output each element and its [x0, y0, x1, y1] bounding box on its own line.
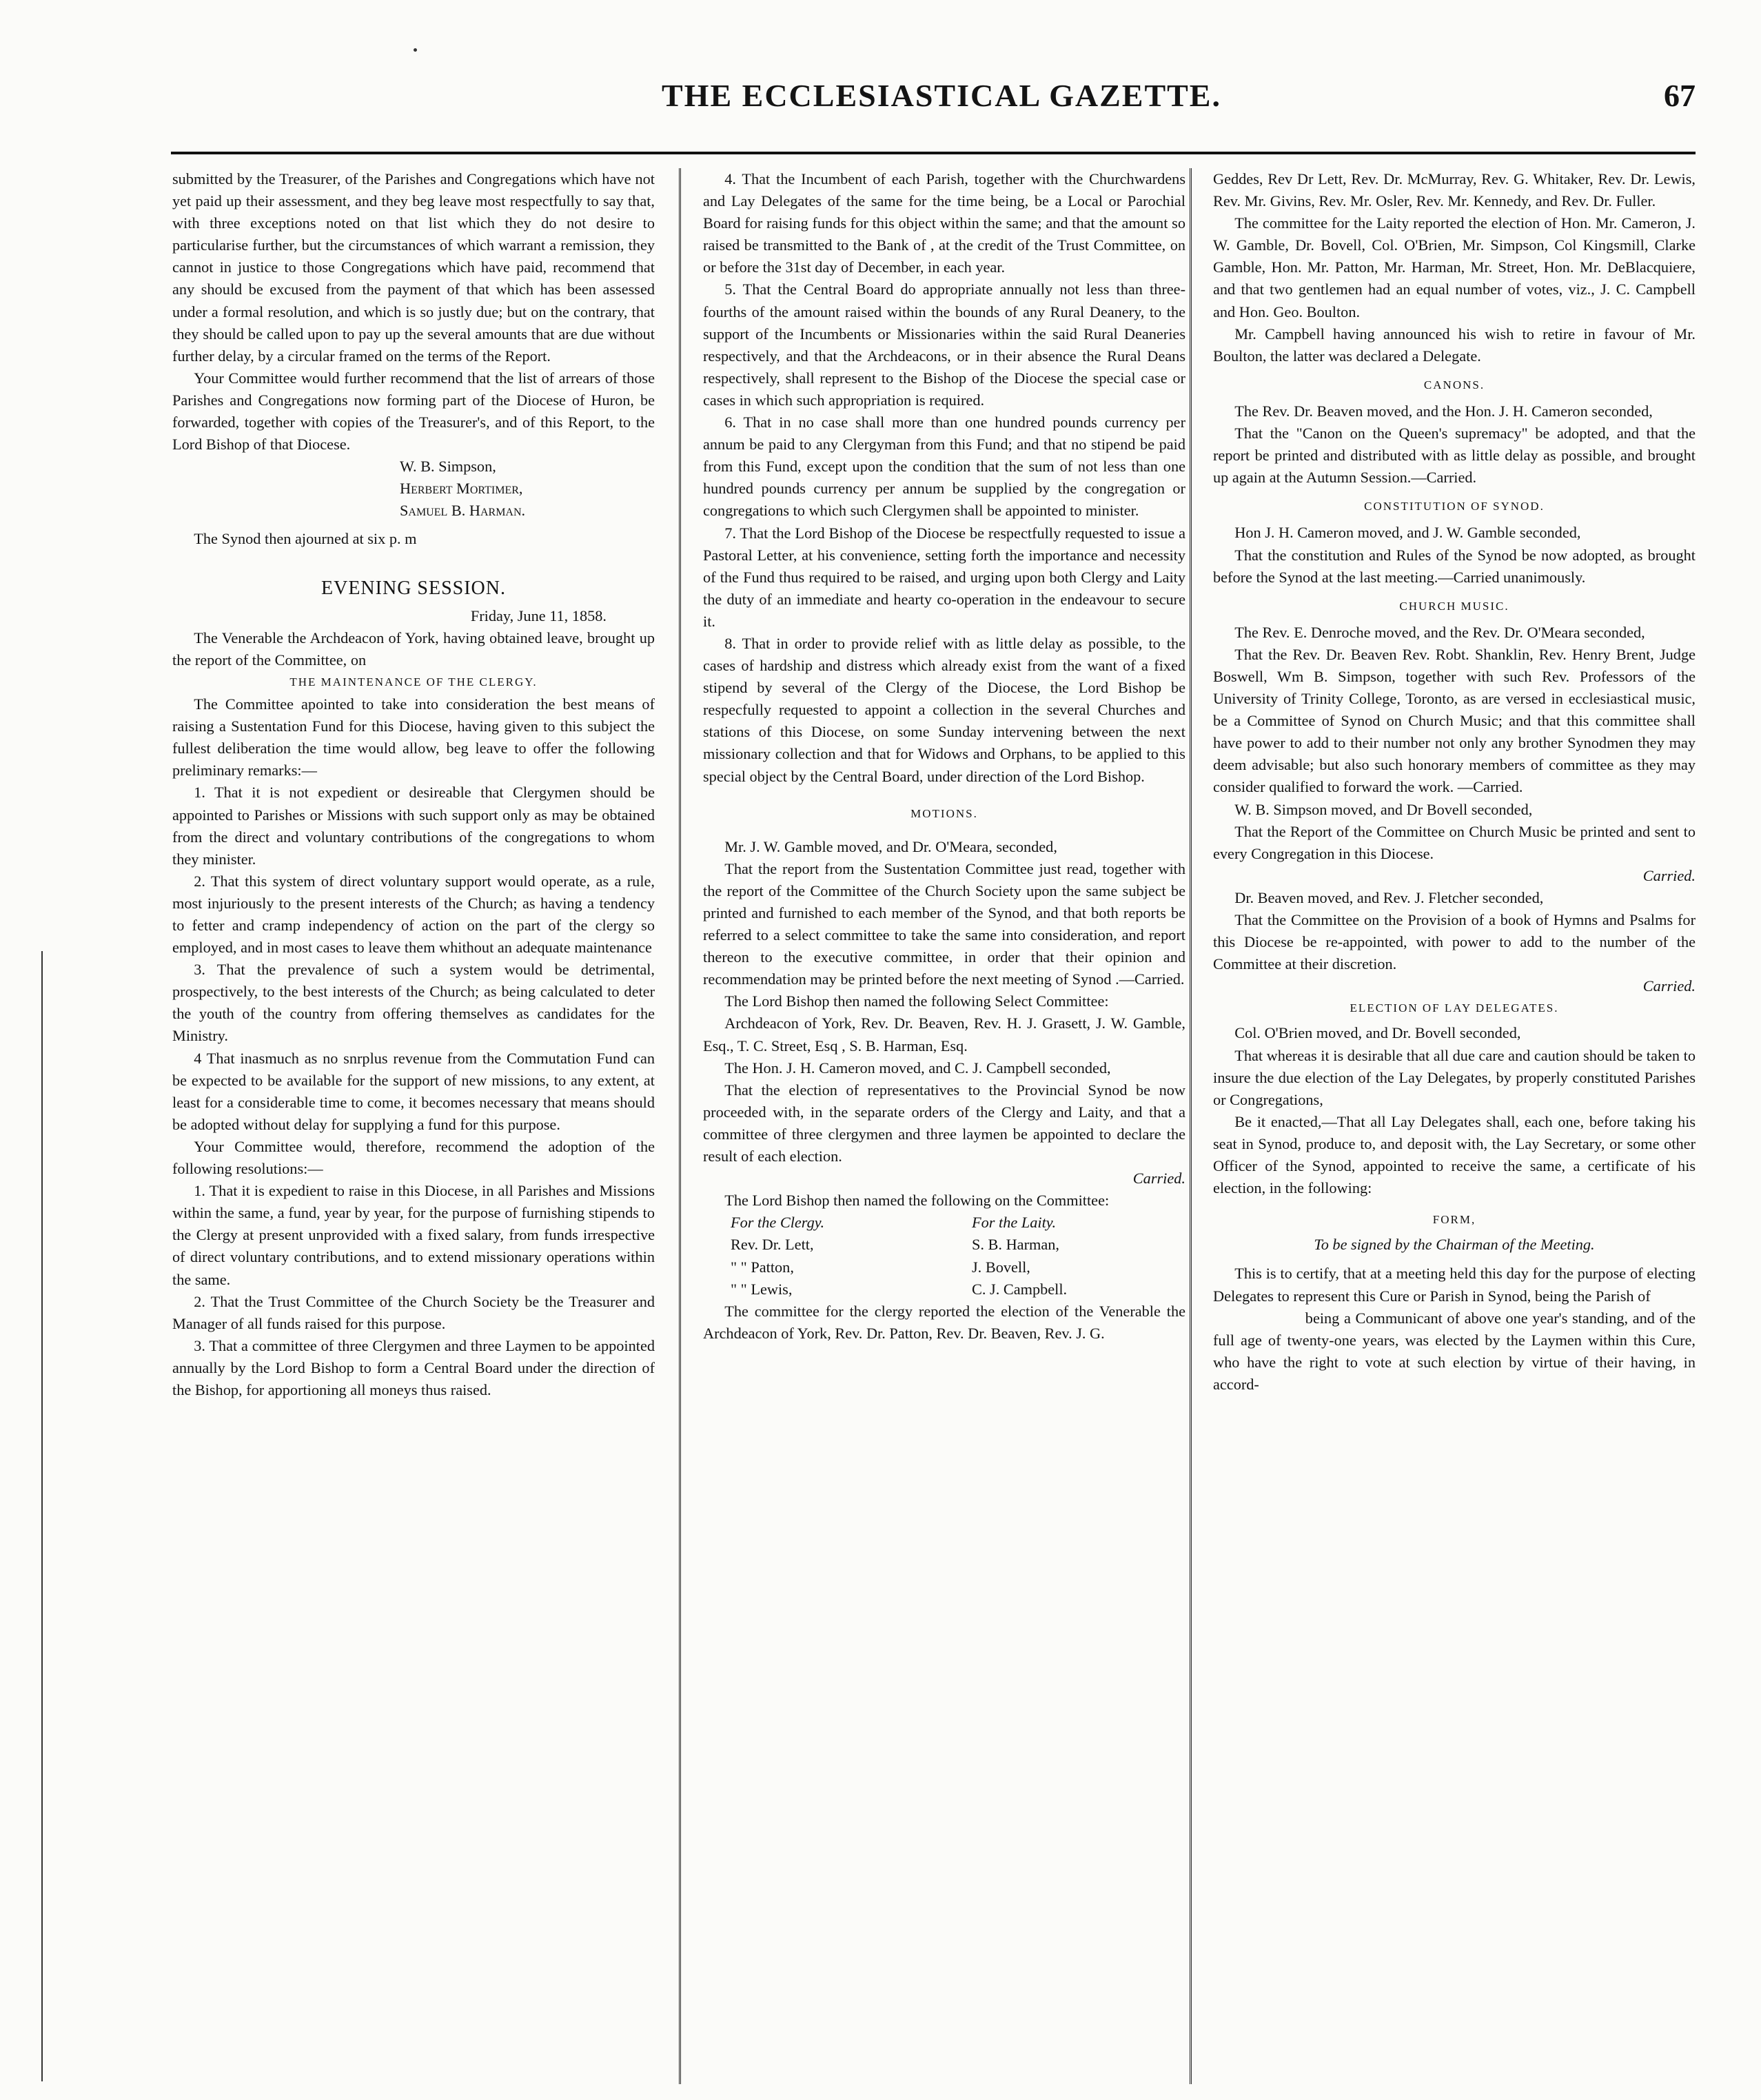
section-heading: ELECTION OF LAY DELEGATES. [1350, 1001, 1559, 1015]
signature: Samuel B. Harman. [400, 502, 526, 520]
paragraph: Mr. Campbell having announced his wish to retire in favour of Mr. Boulton, the latter was declared a Delegate. [1213, 325, 1696, 365]
paragraph: The Lord Bishop then named the following on the Committee: [724, 1192, 1110, 1210]
paragraph: This is to certify, that at a meeting held this day for the purpose of electing Delegates to represent this Cure or Parish in Synod, being the Parish of [1213, 1265, 1696, 1305]
ink-speck [414, 48, 417, 52]
column-2 [703, 168, 1185, 2084]
paragraph: 6. That in no case shall more than one hundred pounds currency per annum be paid to any Clergyman from this Fund; and that no stipend be paid from this Fund, except upon the condition that the sum of not less than one hundred pounds currency per annum be supplied by the congregation or congregations to which such Clergymen shall be appointed to minister. [703, 414, 1185, 520]
paragraph: 7. That the Lord Bishop of the Diocese be respectfully requested to issue a Pastoral Letter, at his convenience, setting forth the importance and necessity of the Fund thus required to be raised, and urging upon both Clergy and Laity the duty of an immediate and hearty co-operation in the endeavour to secure it. [703, 524, 1185, 630]
list-item: S. B. Harman, [972, 1236, 1059, 1254]
carried-note: Carried. [1642, 866, 1696, 884]
paragraph: 3. That a committee of three Clergymen and three Laymen to be appointed annually by the Lord Bishop to form a Central Board under the direction of the Bishop, for apportioning all moneys thus raised. [172, 1336, 655, 1398]
paragraph: Dr. Beaven moved, and Rev. J. Fletcher seconded, [1234, 888, 1544, 906]
column-3 [1213, 168, 1696, 2084]
list-item: J. Bovell, [972, 1258, 1030, 1276]
page-edge-mark [41, 951, 43, 2081]
column-1 [172, 168, 655, 2084]
paragraph: Col. O'Brien moved, and Dr. Bovell seconded, [1234, 1024, 1521, 1042]
paragraph: 8. That in order to provide relief with as little delay as possible, to the cases of hardship and distress which already exist from the want of a fixed stipend by several of the Clergy of the Diocese, the Lord Bishop be respecfully requested to appoint a collection in the several Churches and stations of this Diocese, on some Sunday intervening between the next missionary collection and that for Widows and Orphans, to be applied to this special object by the Central Board, under direction of the Lord Bishop. [703, 634, 1185, 785]
paragraph: That the Report of the Committee on Church Music be printed and sent to every Congregation in this Diocese. [1213, 822, 1696, 862]
paragraph: The Committee apointed to take into consideration the best means of raising a Sustentation Fund for this Diocese, having given to this subject the fullest deliberation the time would allow, beg leave to offer the following preliminary remarks:— [172, 695, 655, 779]
list-item: " " Lewis, [731, 1280, 793, 1298]
form-heading: FORM, [1432, 1213, 1476, 1227]
laity-column [944, 1212, 1185, 1300]
paragraph: Your Committee would further recommend that the list of arrears of those Parishes and Congregations now forming part of the Diocese of Huron, be forwarded, together with copies of the Treasurer's, and of this Report, to the Lord Bishop of that Diocese. [172, 369, 655, 453]
section-heading: CHURCH MUSIC. [1399, 599, 1509, 613]
paragraph: 4. That the Incumbent of each Parish, together with the Churchwardens and Lay Delegates of the same for the time being, be a Local or Parochial Board for raising funds for this object within the same; and that the amount so raised be transmitted to the Bank of , at the credit of the Trust Committee, on or before the 31st day of December, in each year. [703, 170, 1185, 276]
paragraph: That the "Canon on the Queen's supremacy" be adopted, and that the report be printed and distributed with as little delay as possible, and brought up again at the Autumn Session.—Carried. [1213, 425, 1696, 487]
paragraph: 1. That it is expedient to raise in this Diocese, in all Parishes and Missions within the same, a fund, year by year, for the purpose of furnishing stipends to the Clergy at present unprovided with a fixed salary, from funds irrespective of direct voluntary contributions, and to extend missionary operations within the same. [172, 1182, 655, 1288]
paragraph: 3. That the prevalence of such a system would be detrimental, prospectively, to the best interests of the Church; as being calculated to deter the youth of the country from offering themselves as candidates for the Ministry. [172, 961, 655, 1045]
paragraph: 2. That the Trust Committee of the Church Society be the Treasurer and Manager of all funds raised for this purpose. [172, 1292, 655, 1332]
paragraph: Your Committee would, therefore, recommend the adoption of the following resolutions:— [172, 1137, 655, 1178]
column-heading: For the Clergy. [731, 1214, 825, 1232]
paragraph: 1. That it is not expedient or desireable that Clergymen should be appointed to Parishes or Missions with such support only as may be obtained from the direct and voluntary contributions of the congregations to whom they minister. [172, 784, 655, 868]
paragraph: That the Rev. Dr. Beaven Rev. Robt. Shanklin, Rev. Henry Brent, Judge Boswell, Wm B. Simpson, together with such Rev. Professors of the University of Trinity College, Toronto, as are versed in ecclesiastical music, be a Committee of Synod on Church Music; and that this committee shall have power to add to their number not only any brother Synodmen they may deem advisable; but also such honorary members of committee as they may consider qualified to forward the work. —Carried. [1213, 645, 1696, 796]
section-heading: MOTIONS. [910, 806, 978, 820]
paragraph: Be it enacted,—That all Lay Delegates shall, each one, before taking his seat in Synod, produce to, and deposit with, the Lay Secretary, or some other Officer of the Synod, appointed to receive the same, a certificate of his election, in the following: [1213, 1112, 1696, 1197]
paragraph: That the Committee on the Provision of a book of Hymns and Psalms for this Diocese be re-appointed, with power to add to the number of the Committee at their discretion. [1213, 911, 1696, 973]
paragraph: W. B. Simpson moved, and Dr Bovell seconded, [1234, 800, 1533, 818]
clergy-column [703, 1212, 944, 1300]
column-rule-2 [1190, 168, 1192, 2084]
dateline: Friday, June 11, 1858. [470, 606, 607, 624]
paragraph: submitted by the Treasurer, of the Parishes and Congregations which have not yet paid up their assessment, and they beg leave most respectfully to say that, with three exceptions noted on that list which they do not desire to particularise further, but the circumstances of which warrant a remission, they cannot in justice to those Congregations which have paid, recommend that any should be excused from the payment of that which has been assessed under a formal resolution, and which is so justly due; but on the contrary, that they should be called upon to pay up the several amounts that are due without further delay, by a circular framed on the terms of the Report. [172, 170, 655, 365]
paragraph: That whereas it is desirable that all due care and caution should be taken to insure the due election of the Lay Delegates, by properly constituted Parishes or Congregations, [1213, 1046, 1696, 1108]
paragraph: The Rev. E. Denroche moved, and the Rev. Dr. O'Meara seconded, [1234, 623, 1645, 641]
paragraph: The Rev. Dr. Beaven moved, and the Hon. J. H. Cameron seconded, [1234, 402, 1653, 420]
paragraph: The Hon. J. H. Cameron moved, and C. J. Campbell seconded, [724, 1059, 1111, 1077]
list-item: C. J. Campbell. [972, 1280, 1068, 1298]
paragraph: Archdeacon of York, Rev. Dr. Beaven, Rev. H. J. Grasett, J. W. Gamble, Esq., T. C. Street, Esq , S. B. Harman, Esq. [703, 1015, 1185, 1054]
paragraph: Mr. J. W. Gamble moved, and Dr. O'Meara, seconded, [724, 837, 1057, 855]
paragraph: The committee for the Laity reported the election of Hon. Mr. Cameron, J. W. Gamble, Dr. Bovell, Col. O'Brien, Mr. Simpson, Col Kingsmill, Clarke Gamble, Hon. Mr. Patton, Mr. Harman, Mr. Street, Hon. Mr. DeBlacquiere, and that two gentlemen had an equal number of votes, viz., J. C. Campbell and Hon. Geo. Boulton. [1213, 214, 1696, 320]
paragraph: Geddes, Rev Dr Lett, Rev. Dr. McMurray, Rev. G. Whitaker, Rev. Dr. Lewis, Rev. Mr. Givins, Rev. Mr. Osler, Rev. Mr. Kennedy, and Rev. Dr. Fuller. [1213, 170, 1696, 210]
subsection-heading: THE MAINTENANCE OF THE CLERGY. [289, 675, 538, 689]
carried-note: Carried. [1642, 977, 1696, 995]
paragraph: The Synod then ajourned at six p. m [194, 529, 417, 547]
header-rule [171, 152, 1696, 154]
section-heading: EVENING SESSION. [321, 577, 506, 599]
page-number: 67 [1664, 78, 1696, 113]
list-item: Rev. Dr. Lett, [731, 1236, 814, 1254]
paragraph: The Venerable the Archdeacon of York, having obtained leave, brought up the report of the Committee, on [172, 629, 655, 669]
paragraph: 5. That the Central Board do appropriate annually not less than three-fourths of the amount raised within the bounds of any Rural Deanery, to the support of the Incumbents or Missionaries within the said Rural Deaneries respectively, and that the Archdeacons, or in their absence the Rural Deans respectively, shall represent to the Bishop of the Diocese the special case or cases in which such appropriation is required. [703, 281, 1185, 409]
publication-title: THE ECCLESIASTICAL GAZETTE. [662, 78, 1221, 113]
carried-note: Carried. [1132, 1170, 1185, 1187]
section-heading: CONSTITUTION OF SYNOD. [1364, 500, 1545, 513]
section-heading: CANONS. [1423, 378, 1485, 391]
paragraph: being a Communicant of above one year's standing, and of the full age of twenty-one years, was elected by the Laymen within this Cure, who have the right to vote at such election by virtue of their having, in accord- [1213, 1309, 1696, 1393]
paragraph: The Lord Bishop then named the following Select Committee: [724, 992, 1109, 1010]
column-rule-1 [679, 168, 681, 2084]
column-heading: For the Laity. [972, 1214, 1057, 1232]
paragraph: 2. That this system of direct voluntary support would operate, as a rule, most injuriously to the present interests of the Church; as having a tendency to fetter and cramp independency of action on the part of the clergy so employed, and in most cases to leave them whithout an adequate maintenance [172, 872, 655, 957]
paragraph: That the constitution and Rules of the Synod be now adopted, as brought before the Synod at the last meeting.—Carried unanimously. [1213, 546, 1696, 586]
paragraph: Hon J. H. Cameron moved, and J. W. Gamble seconded, [1234, 524, 1581, 542]
paragraph: The committee for the clergy reported the election of the Venerable the Archdeacon of York, Rev. Dr. Patton, Rev. Dr. Beaven, Rev. J. G. [703, 1302, 1185, 1342]
page-header [662, 77, 1696, 132]
form-subheading: To be signed by the Chairman of the Meeting. [1314, 1236, 1595, 1254]
paragraph: That the report from the Sustentation Committee just read, together with the report of the Committee of the Church Society upon the same subject be printed and furnished to each member of the Synod, and that both reports be referred to a select committee to take the same into consideration, and report thereon to the executive committee, in order that their opinion and recommendation may be printed before the next meeting of Synod .—Carried. [703, 859, 1185, 988]
signature: Herbert Mortimer, [400, 480, 523, 498]
list-item: " " Patton, [731, 1258, 794, 1276]
paragraph: 4 That inasmuch as no snrplus revenue from the Commutation Fund can be expected to be available for the support of new missions, to any extent, at least for a considerable time to come, it becomes necessary that means should be adopted without delay for supplying a fund for this purpose. [172, 1049, 655, 1133]
committee-table [703, 1212, 1185, 1300]
signature: W. B. Simpson, [400, 458, 496, 476]
paragraph: That the election of representatives to the Provincial Synod be now proceeded with, in the separate orders of the Clergy and Laity, and that a committee of three clergymen and three laymen be appointed to declare the result of each election. [703, 1081, 1185, 1165]
